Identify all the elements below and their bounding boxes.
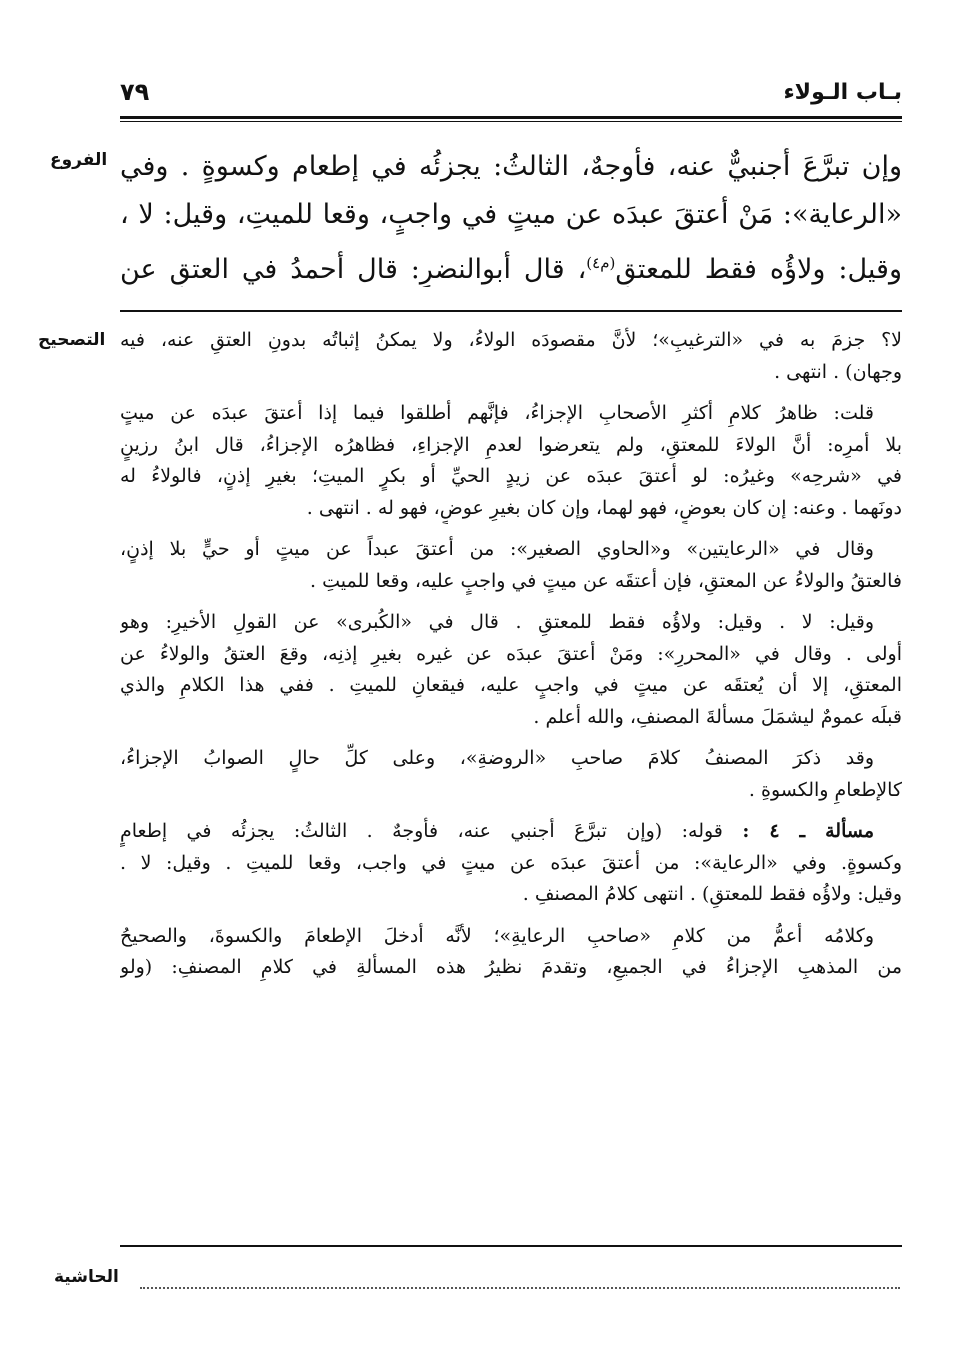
paragraph bbox=[120, 743, 902, 806]
text-line: وجهان) . انتهى . bbox=[774, 360, 902, 383]
header-rule-thin bbox=[120, 121, 902, 122]
main-line: وإن تبرَّعَ أجنبيٌّ عنه، فأوجهٌ، الثالثُ: يجزئُه في إطعام وكسوةٍ . وفي bbox=[120, 151, 902, 182]
text-line: قبلَه عمومٌ ليشمَلَ مسألةَ المصنفِ، والله أعلم . bbox=[533, 705, 902, 728]
text-line: وقد ذكرَ المصنفُ كلامَ صاحبِ «الروضةِ»، وعلى كلِّ حالٍ الصوابُ الإجزاءُ، bbox=[120, 747, 874, 769]
footer-divider bbox=[120, 1245, 902, 1247]
page-header bbox=[120, 78, 902, 118]
paragraph bbox=[120, 607, 902, 733]
text-line: في «شرحِه» وغيرُه: لو أعتقَ عبدَه عن زيدٍ الحيِّ أو بكرٍ الميتِ؛ بغيرِ إذنٍ، فالولاءُ له bbox=[120, 465, 902, 487]
text-line: قلت: ظاهرُ كلامِ أكثرِ الأصحابِ الإجزاءُ، فإنَّهم أطلقوا فيما إذا أعتقَ عبدَه عن ميتٍ bbox=[120, 402, 874, 424]
text-line: فالعتقُ والولاءُ عن المعتقِ، فإن أعتقَه عن ميتٍ في واجبٍ عليه، وقعا للميتِ . bbox=[310, 569, 902, 592]
main-line bbox=[120, 239, 902, 287]
text-line: لا؟ جزمَ به في «الترغيبِ»؛ لأنَّ مقصودَه الولاءُ، ولا يمكنُ إثباتُه بدونِ العتقِ عنه، فيه bbox=[120, 329, 902, 351]
side-label-hashiya: الحاشية bbox=[54, 1267, 119, 1287]
main-line-part: ، قال أبوالنضرِ: قال أحمدُ في العتقِ عن bbox=[120, 254, 587, 285]
side-label-furu: الفروع bbox=[50, 150, 108, 170]
paragraph bbox=[120, 398, 902, 524]
main-line: «الرعاية»: مَنْ أعتقَ عبدَه عن ميتٍ في واجبٍ، وقعا للميتِ، وقيل: لا ، bbox=[120, 199, 902, 230]
text-line: بلا أمرِه: أنَّ الولاءَ للمعتقِ، ولم يتعرضوا لعدمِ الإجزاءِ، فظاهرُه الإجزاءُ، قال ابنُ رزينٍ bbox=[120, 433, 902, 456]
section-divider bbox=[120, 310, 902, 312]
text-line: كالإطعامِ والكسوةِ . bbox=[748, 778, 902, 801]
text-line: دونَهما . وعنه: إن كان بعوضٍ، فهو لهما، وإن كان بغيرِ عوضٍ، فهو له . انتهى . bbox=[306, 496, 902, 519]
text-line-part: قوله: (وإن تبرَّعَ أجنبي عنه، فأوجهٌ . الثالثُ: يجزئُه في إطعامٍ bbox=[120, 820, 743, 842]
paragraph bbox=[120, 534, 902, 597]
header-rule bbox=[120, 116, 902, 119]
footnote-marker: (م٤) bbox=[586, 254, 616, 272]
main-line-part: وقيل: ولاؤُه فقط للمعتقِ bbox=[615, 254, 902, 285]
text-line: وقيل: ولاؤُه فقط للمعتقِ) . انتهى كلامُ المصنفِ . bbox=[522, 883, 902, 905]
text-line: المعتقِ، إلا أن يُعتقَه عن ميتٍ في واجبٍ عليه، فيقعانِ للميتِ . ففي هذا الكلامِ والذي bbox=[120, 674, 902, 696]
text-line bbox=[120, 816, 902, 848]
text-line: أولى . وقال في «المحررِ»: ومَنْ أعتقَ عبدَه عن غيره بغيرِ إذنِه، وقعَ العتقُ والولاءُ عن bbox=[120, 642, 902, 665]
text-line: وقيل: لا . وقيل: ولاؤُه فقط للمعتقِ . قال في «الكُبرى» عن القولِ الأخيرِ: وهو bbox=[120, 611, 874, 633]
text-line: من المذهبِ الإجزاءُ في الجميعِ، وتقدمَ نظيرُ هذه المسألةِ في كلامِ المصنفِ: (ولو bbox=[120, 956, 902, 978]
paragraph bbox=[120, 921, 902, 984]
chapter-title: بـاب الـولاء bbox=[783, 80, 902, 105]
text-line: وقال في «الرعايتين» و«الحاوي الصغير»: من أعتقَ عبداً عن ميتٍ أو حيٍّ بلا إذنٍ، bbox=[120, 538, 874, 560]
footnote-dotted-line bbox=[140, 1287, 900, 1289]
side-label-tashih: التصحيح bbox=[38, 330, 106, 350]
issue-heading: مسألة ـ ٤ : bbox=[742, 820, 874, 842]
main-text-block bbox=[120, 143, 902, 287]
paragraph bbox=[120, 325, 902, 388]
tashih-text-block bbox=[120, 325, 902, 994]
page-number: ٧٩ bbox=[120, 78, 150, 106]
paragraph bbox=[120, 816, 902, 911]
text-line: وكلامُه أعمُّ من كلامِ «صاحبِ الرعايةِ»؛ لأنَّه أدخلَ الإطعامَ والكسوةَ، والصحيحُ bbox=[120, 924, 874, 947]
text-line: وكسوةٍ. وفي «الرعاية»: من أعتقَ عبدَه عن ميتٍ في واجب، وقعا للميتِ . وقيل: لا . bbox=[120, 851, 902, 874]
